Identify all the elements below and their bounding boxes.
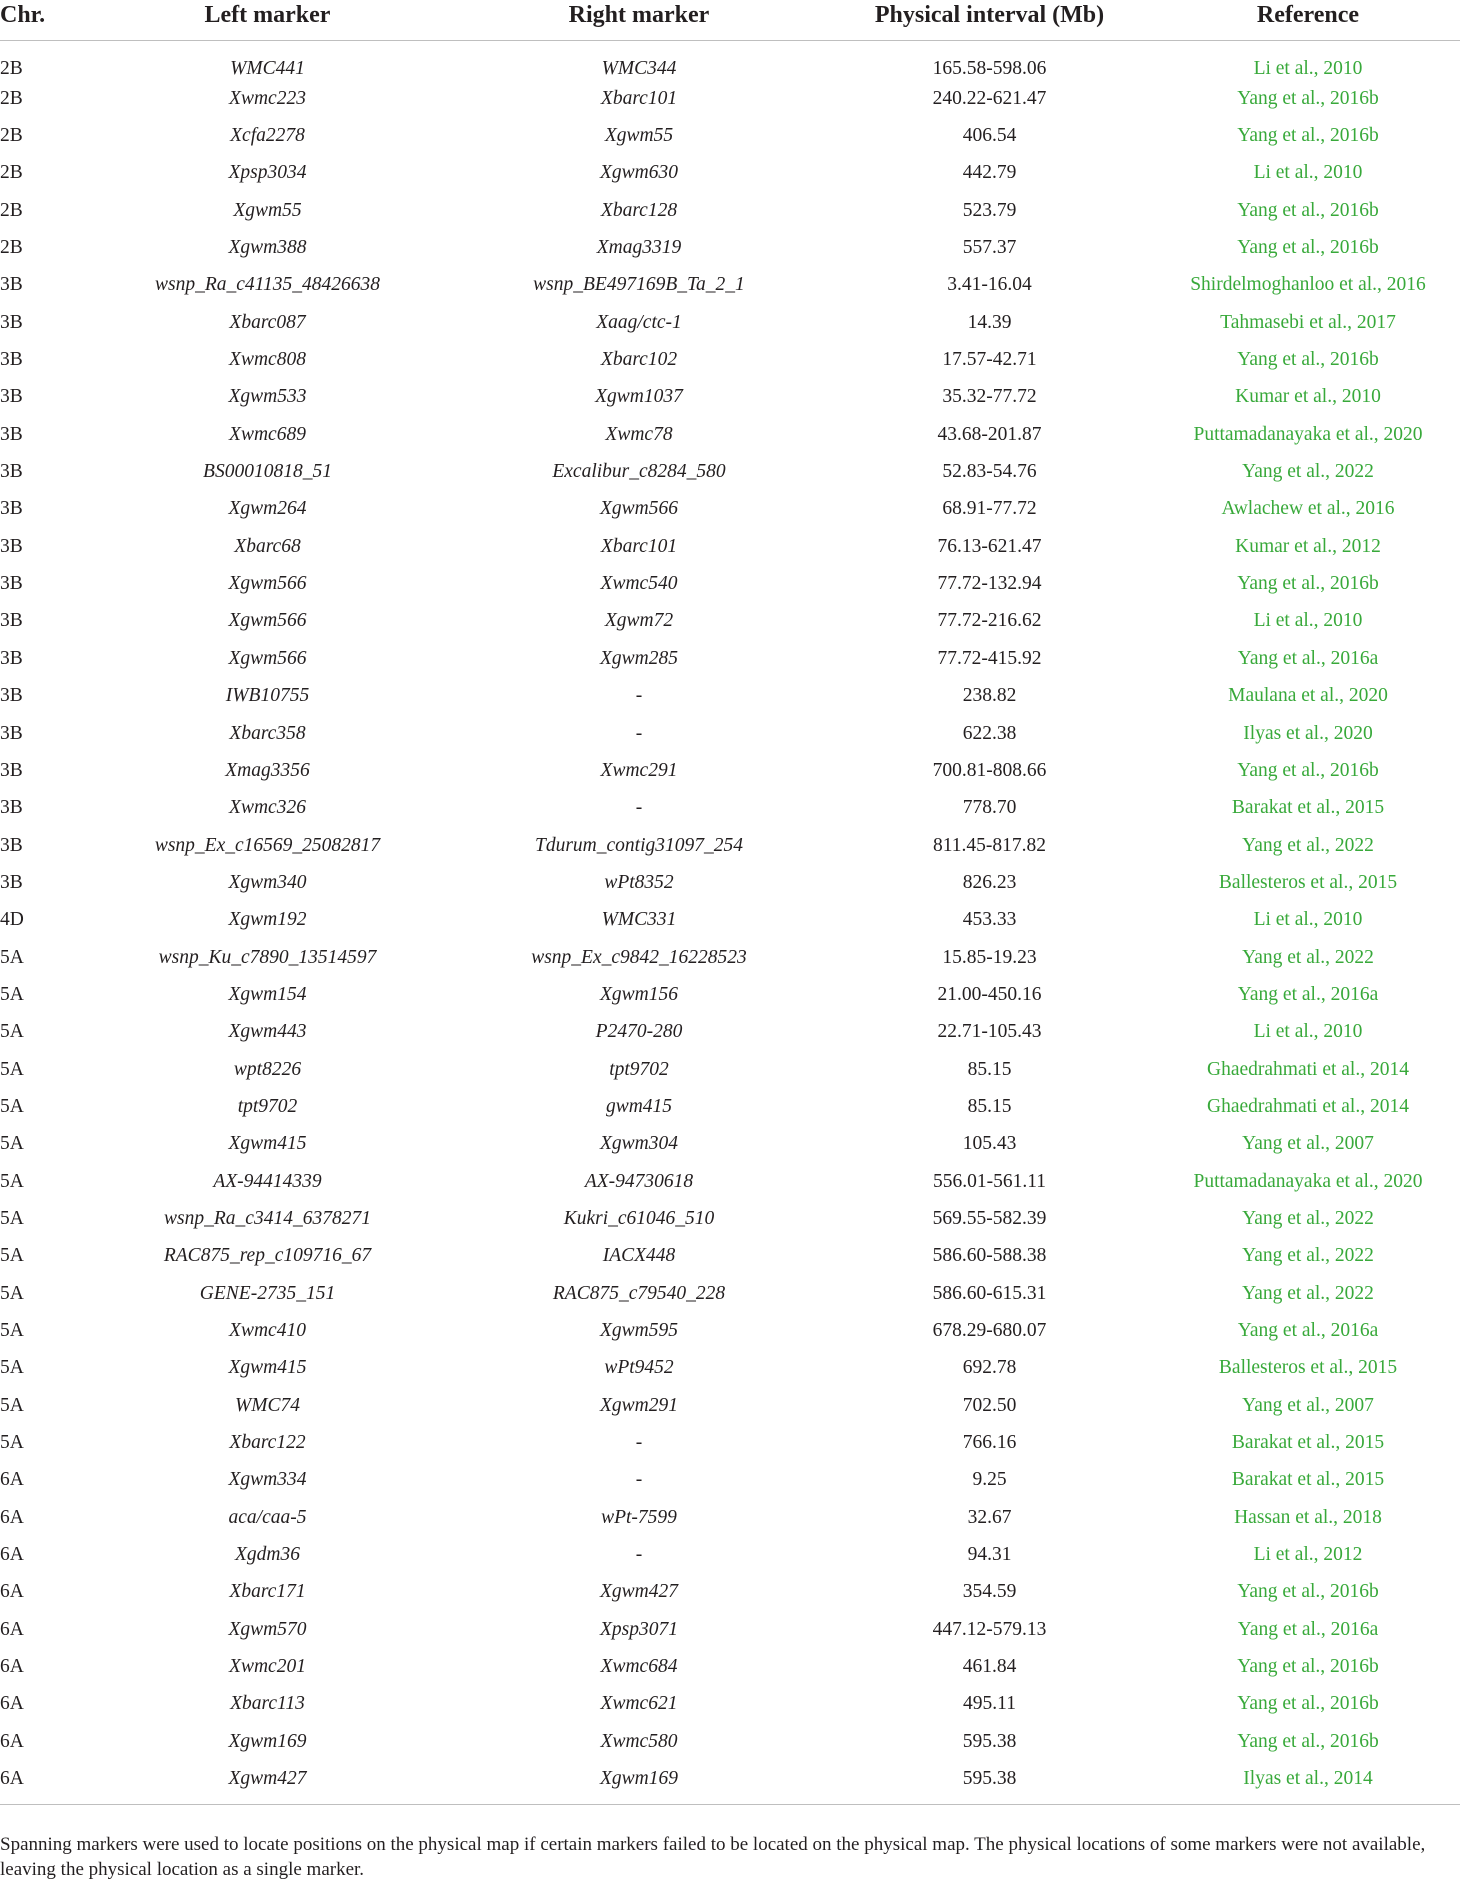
cell-physical-interval: 15.85-19.23 xyxy=(942,946,1037,968)
cell-physical-interval: 94.31 xyxy=(967,1544,1012,1566)
cell-left-marker: Xpsp3034 xyxy=(228,162,307,184)
cell-left-marker: Xgwm566 xyxy=(228,647,307,669)
cell-physical-interval: 678.29-680.07 xyxy=(932,1320,1047,1342)
cell-physical-interval: 453.33 xyxy=(962,909,1017,931)
cell-reference-link[interactable]: Yang et al., 2016a xyxy=(1237,983,1379,1005)
table-row xyxy=(0,1611,1460,1648)
cell-left-marker: Xgwm340 xyxy=(228,871,307,893)
cell-right-marker: Xwmc621 xyxy=(600,1693,678,1715)
cell-reference-link[interactable]: Kumar et al., 2010 xyxy=(1235,386,1381,408)
cell-left-marker: Xgwm55 xyxy=(233,199,302,221)
cell-chromosome: 5A xyxy=(0,1245,24,1267)
cell-chromosome: 2B xyxy=(0,58,23,79)
cell-right-marker: Xaag/ctc-1 xyxy=(596,311,682,333)
cell-right-marker: Xgwm427 xyxy=(600,1581,678,1603)
cell-chromosome: 3B xyxy=(0,311,23,333)
cell-chromosome: 3B xyxy=(0,349,23,371)
cell-physical-interval: 569.55-582.39 xyxy=(932,1207,1047,1229)
cell-right-marker: P2470-280 xyxy=(595,1021,683,1043)
cell-reference-link[interactable]: Yang et al., 2016b xyxy=(1237,1581,1379,1603)
cell-right-marker: - xyxy=(635,797,643,819)
cell-chromosome: 3B xyxy=(0,386,23,408)
cell-reference-link[interactable]: Yang et al., 2016b xyxy=(1237,1730,1379,1752)
cell-right-marker: wPt8352 xyxy=(604,871,674,893)
cell-chromosome: 3B xyxy=(0,423,23,445)
cell-chromosome: 3B xyxy=(0,834,23,856)
table-row xyxy=(0,416,1460,453)
table-row xyxy=(0,1424,1460,1461)
cell-reference-link[interactable]: Ilyas et al., 2020 xyxy=(1243,722,1373,744)
cell-reference-link[interactable]: Maulana et al., 2020 xyxy=(1228,685,1388,707)
cell-right-marker: Xwmc291 xyxy=(600,759,678,781)
cell-right-marker: Xgwm169 xyxy=(455,1760,823,1804)
cell-left-marker: Xgwm427 xyxy=(80,1760,455,1804)
cell-reference-link[interactable]: Shirdelmoghanloo et al., 2016 xyxy=(1190,274,1426,296)
table-row xyxy=(0,1312,1460,1349)
cell-chromosome: 2B xyxy=(0,125,23,147)
cell-physical-interval: 17.57-42.71 xyxy=(942,349,1037,371)
cell-physical-interval: 165.58-598.06 xyxy=(932,58,1047,79)
header-right-marker: Right marker xyxy=(455,0,823,41)
cell-right-marker: Xgwm630 xyxy=(600,162,678,184)
cell-right-marker: Xmag3319 xyxy=(596,237,682,259)
cell-physical-interval: 495.11 xyxy=(963,1693,1016,1715)
cell-physical-interval: 826.23 xyxy=(962,871,1017,893)
cell-right-marker: Xwmc580 xyxy=(600,1730,678,1752)
table-row xyxy=(0,155,1460,192)
cell-reference-link[interactable]: Tahmasebi et al., 2017 xyxy=(1220,311,1396,333)
cell-left-marker: Xwmc326 xyxy=(229,797,306,819)
table-row xyxy=(0,379,1460,416)
cell-left-marker: Xwmc223 xyxy=(229,87,306,109)
cell-physical-interval: 85.15 xyxy=(967,1095,1012,1117)
cell-left-marker: WMC74 xyxy=(235,1394,300,1416)
cell-left-marker: Xgwm443 xyxy=(228,1021,307,1043)
cell-chromosome: 5A xyxy=(0,1058,24,1080)
cell-chromosome: 5A xyxy=(0,1432,24,1454)
cell-right-marker: Xgwm566 xyxy=(600,498,678,520)
table-row xyxy=(0,341,1460,378)
cell-chromosome: 6A xyxy=(0,1469,24,1491)
cell-right-marker: Xbarc102 xyxy=(600,349,678,371)
cell-chromosome: 5A xyxy=(0,1133,24,1155)
cell-physical-interval: 586.60-588.38 xyxy=(932,1245,1047,1267)
cell-right-marker: Excalibur_c8284_580 xyxy=(552,461,726,483)
cell-chromosome: 5A xyxy=(0,1021,24,1043)
table-row xyxy=(0,678,1460,715)
table-row xyxy=(0,1723,1460,1760)
cell-left-marker: Xgwm192 xyxy=(228,909,307,931)
cell-physical-interval: 523.79 xyxy=(962,199,1017,221)
cell-left-marker: Xbarc113 xyxy=(230,1693,305,1715)
cell-left-marker: Xgwm415 xyxy=(228,1357,307,1379)
cell-physical-interval: 354.59 xyxy=(962,1581,1017,1603)
cell-reference-link[interactable]: Yang et al., 2016b xyxy=(1237,87,1379,109)
cell-left-marker: Xcfa2278 xyxy=(230,125,305,147)
cell-chromosome: 5A xyxy=(0,1282,24,1304)
cell-left-marker: Xbarc122 xyxy=(229,1432,306,1454)
cell-left-marker: wsnp_Ku_c7890_13514597 xyxy=(158,946,377,968)
cell-reference-link[interactable]: Ilyas et al., 2014 xyxy=(1156,1760,1460,1804)
cell-chromosome: 3B xyxy=(0,797,23,819)
cell-physical-interval: 692.78 xyxy=(962,1357,1017,1379)
cell-chromosome: 6A xyxy=(0,1618,24,1640)
header-reference: Reference xyxy=(1156,0,1460,41)
cell-chromosome: 6A xyxy=(0,1581,24,1603)
table-row xyxy=(0,1536,1460,1573)
cell-reference-link[interactable]: Yang et al., 2016b xyxy=(1237,125,1379,147)
cell-reference-link[interactable]: Yang et al., 2022 xyxy=(1242,1245,1374,1267)
cell-right-marker: Xpsp3071 xyxy=(600,1618,678,1640)
cell-reference-link[interactable]: Kumar et al., 2012 xyxy=(1235,535,1381,557)
cell-left-marker: BS00010818_51 xyxy=(203,461,332,483)
cell-reference-link[interactable]: Yang et al., 2022 xyxy=(1242,1207,1374,1229)
cell-chromosome: 3B xyxy=(0,685,23,707)
cell-reference-link[interactable]: Li et al., 2010 xyxy=(1253,1021,1363,1043)
table-row xyxy=(0,827,1460,864)
table-row xyxy=(0,1051,1460,1088)
table-row xyxy=(0,1088,1460,1125)
cell-chromosome: 2B xyxy=(0,87,23,109)
cell-left-marker: Xwmc410 xyxy=(229,1320,306,1342)
cell-reference-link[interactable]: Barakat et al., 2015 xyxy=(1231,797,1385,819)
cell-reference-link[interactable]: Ghaedrahmati et al., 2014 xyxy=(1207,1095,1409,1117)
cell-physical-interval: 240.22-621.47 xyxy=(932,87,1047,109)
cell-right-marker: - xyxy=(635,1544,643,1566)
table-row xyxy=(0,267,1460,304)
cell-physical-interval: 105.43 xyxy=(962,1133,1017,1155)
cell-reference-link[interactable]: Awlachew et al., 2016 xyxy=(1221,498,1395,520)
cell-reference-link[interactable]: Puttamadanayaka et al., 2020 xyxy=(1193,423,1423,445)
cell-physical-interval: 766.16 xyxy=(962,1432,1017,1454)
cell-physical-interval: 85.15 xyxy=(967,1058,1012,1080)
cell-reference-link[interactable]: Yang et al., 2016b xyxy=(1237,349,1379,371)
cell-right-marker: Xgwm55 xyxy=(604,125,674,147)
cell-physical-interval: 586.60-615.31 xyxy=(932,1282,1047,1304)
cell-left-marker: WMC441 xyxy=(230,58,305,79)
cell-chromosome: 3B xyxy=(0,274,23,296)
cell-chromosome: 5A xyxy=(0,1095,24,1117)
cell-right-marker: Xwmc78 xyxy=(605,423,673,445)
cell-reference-link[interactable]: Ghaedrahmati et al., 2014 xyxy=(1207,1058,1409,1080)
header-chr: Chr. xyxy=(0,0,80,41)
table-row xyxy=(0,528,1460,565)
cell-reference-link[interactable]: Yang et al., 2007 xyxy=(1242,1133,1374,1155)
cell-physical-interval: 811.45-817.82 xyxy=(932,834,1047,856)
cell-physical-interval: 595.38 xyxy=(823,1760,1156,1804)
cell-physical-interval: 52.83-54.76 xyxy=(942,461,1037,483)
cell-left-marker: Xgwm169 xyxy=(228,1730,307,1752)
cell-right-marker: - xyxy=(635,1432,643,1454)
cell-chromosome: 3B xyxy=(0,498,23,520)
cell-left-marker: Xgwm533 xyxy=(228,386,307,408)
cell-physical-interval: 77.72-132.94 xyxy=(937,573,1042,595)
cell-physical-interval: 77.72-216.62 xyxy=(937,610,1042,632)
cell-reference-link[interactable]: Yang et al., 2022 xyxy=(1242,946,1374,968)
cell-right-marker: Xgwm304 xyxy=(600,1133,678,1155)
table-row xyxy=(0,565,1460,602)
cell-left-marker: wsnp_Ex_c16569_25082817 xyxy=(154,834,381,856)
table-row xyxy=(0,1648,1460,1685)
cell-left-marker: Xbarc358 xyxy=(229,722,306,744)
cell-chromosome: 3B xyxy=(0,535,23,557)
cell-reference-link[interactable]: Yang et al., 2016a xyxy=(1237,1320,1379,1342)
table-row xyxy=(0,453,1460,490)
cell-reference-link[interactable]: Barakat et al., 2015 xyxy=(1231,1432,1385,1454)
cell-physical-interval: 76.13-621.47 xyxy=(937,535,1042,557)
cell-physical-interval: 700.81-808.66 xyxy=(932,759,1047,781)
cell-chromosome: 5A xyxy=(0,983,24,1005)
cell-right-marker: Xwmc540 xyxy=(600,573,678,595)
cell-right-marker: wPt9452 xyxy=(604,1357,674,1379)
cell-right-marker: wsnp_Ex_c9842_16228523 xyxy=(531,946,747,968)
cell-right-marker: Xbarc101 xyxy=(600,535,678,557)
cell-chromosome: 5A xyxy=(0,1357,24,1379)
table-row xyxy=(0,1499,1460,1536)
cell-physical-interval: 9.25 xyxy=(972,1469,1007,1491)
cell-left-marker: wpt8226 xyxy=(233,1058,302,1080)
cell-right-marker: Xgwm1037 xyxy=(595,386,683,408)
table-row xyxy=(0,1574,1460,1611)
cell-left-marker: Xgwm334 xyxy=(228,1469,307,1491)
cell-left-marker: Xgwm388 xyxy=(228,237,307,259)
cell-physical-interval: 14.39 xyxy=(967,311,1012,333)
cell-physical-interval: 22.71-105.43 xyxy=(937,1021,1042,1043)
table-row xyxy=(0,304,1460,341)
cell-reference-link[interactable]: Yang et al., 2016a xyxy=(1237,647,1379,669)
table-body xyxy=(0,41,1460,1805)
cell-right-marker: Xbarc101 xyxy=(600,87,678,109)
cell-chromosome: 3B xyxy=(0,461,23,483)
cell-physical-interval: 77.72-415.92 xyxy=(937,647,1042,669)
table-row xyxy=(0,491,1460,528)
cell-physical-interval: 406.54 xyxy=(962,125,1017,147)
table-row xyxy=(0,640,1460,677)
cell-left-marker: Xbarc087 xyxy=(229,311,306,333)
cell-chromosome: 5A xyxy=(0,1207,24,1229)
cell-right-marker: - xyxy=(635,722,643,744)
cell-left-marker: Xbarc68 xyxy=(234,535,301,557)
cell-left-marker: RAC875_rep_c109716_67 xyxy=(163,1245,372,1267)
cell-reference-link[interactable]: Barakat et al., 2015 xyxy=(1231,1469,1385,1491)
cell-right-marker: Kukri_c61046_510 xyxy=(563,1207,715,1229)
table-row xyxy=(0,192,1460,229)
cell-physical-interval: 43.68-201.87 xyxy=(937,423,1042,445)
cell-reference-link[interactable]: Yang et al., 2016b xyxy=(1237,1693,1379,1715)
cell-left-marker: GENE-2735_151 xyxy=(199,1282,336,1304)
cell-physical-interval: 557.37 xyxy=(962,237,1017,259)
table-row xyxy=(0,1238,1460,1275)
cell-physical-interval: 702.50 xyxy=(962,1394,1017,1416)
cell-physical-interval: 556.01-561.11 xyxy=(932,1170,1047,1192)
cell-chromosome: 2B xyxy=(0,199,23,221)
cell-physical-interval: 778.70 xyxy=(962,797,1017,819)
cell-right-marker: Xgwm285 xyxy=(600,647,678,669)
cell-reference-link[interactable]: Yang et al., 2022 xyxy=(1242,461,1374,483)
cell-chromosome: 5A xyxy=(0,1170,24,1192)
table-header xyxy=(0,0,1460,41)
cell-physical-interval: 21.00-450.16 xyxy=(937,983,1042,1005)
cell-chromosome: 5A xyxy=(0,1394,24,1416)
table-row xyxy=(0,902,1460,939)
table-row xyxy=(0,1462,1460,1499)
cell-right-marker: tpt9702 xyxy=(609,1058,669,1080)
cell-right-marker: Xgwm72 xyxy=(604,610,674,632)
cell-reference-link[interactable]: Hassan et al., 2018 xyxy=(1234,1506,1382,1528)
table-row xyxy=(0,1014,1460,1051)
table-row xyxy=(0,864,1460,901)
cell-right-marker: AX-94730618 xyxy=(584,1170,694,1192)
cell-chromosome: 6A xyxy=(0,1656,24,1678)
cell-right-marker: WMC331 xyxy=(601,909,677,931)
cell-reference-link[interactable]: Yang et al., 2016a xyxy=(1237,1618,1379,1640)
cell-chromosome: 3B xyxy=(0,610,23,632)
cell-left-marker: Xbarc171 xyxy=(229,1581,306,1603)
table-footnote: Spanning markers were used to locate positions on the physical map if certain markers failed to be located on the physical map. The physical locations of some markers were not available, leaving the physical location as a single marker. xyxy=(0,1834,1426,1880)
cell-right-marker: RAC875_c79540_228 xyxy=(552,1282,726,1304)
cell-left-marker: Xmag3356 xyxy=(225,759,310,781)
cell-reference-link[interactable]: Yang et al., 2007 xyxy=(1242,1394,1374,1416)
cell-physical-interval: 35.32-77.72 xyxy=(942,386,1037,408)
cell-reference-link[interactable]: Yang et al., 2022 xyxy=(1242,1282,1374,1304)
table-row xyxy=(0,752,1460,789)
cell-right-marker: Xbarc128 xyxy=(600,199,678,221)
cell-reference-link[interactable]: Li et al., 2010 xyxy=(1253,610,1363,632)
cell-chromosome: 6A xyxy=(0,1760,80,1804)
cell-left-marker: Xwmc808 xyxy=(229,349,306,371)
cell-chromosome: 5A xyxy=(0,1320,24,1342)
table-row xyxy=(0,1350,1460,1387)
cell-right-marker: wPt-7599 xyxy=(601,1506,677,1528)
cell-left-marker: Xgdm36 xyxy=(235,1544,300,1566)
table-row xyxy=(0,790,1460,827)
table-row xyxy=(0,1686,1460,1723)
cell-reference-link[interactable]: Li et al., 2012 xyxy=(1253,1544,1363,1566)
table-row xyxy=(0,117,1460,154)
cell-right-marker: IACX448 xyxy=(602,1245,676,1267)
cell-right-marker: Xgwm291 xyxy=(600,1394,678,1416)
cell-right-marker: WMC344 xyxy=(601,58,677,79)
table-row xyxy=(0,1760,1460,1804)
cell-right-marker: gwm415 xyxy=(605,1095,673,1117)
cell-chromosome: 5A xyxy=(0,946,24,968)
cell-right-marker: wsnp_BE497169B_Ta_2_1 xyxy=(533,274,745,296)
cell-left-marker: Xgwm154 xyxy=(228,983,307,1005)
table-row xyxy=(0,1200,1460,1237)
header-physical-interval: Physical interval (Mb) xyxy=(823,0,1156,41)
cell-left-marker: tpt9702 xyxy=(237,1095,298,1117)
cell-chromosome: 3B xyxy=(0,759,23,781)
table-row xyxy=(0,1126,1460,1163)
table-row xyxy=(0,976,1460,1013)
cell-physical-interval: 442.79 xyxy=(962,162,1017,184)
table-row xyxy=(0,939,1460,976)
cell-reference-link[interactable]: Ballesteros et al., 2015 xyxy=(1218,1357,1398,1379)
cell-right-marker: Tdurum_contig31097_254 xyxy=(534,834,743,856)
cell-left-marker: aca/caa-5 xyxy=(228,1506,307,1528)
cell-reference-link[interactable]: Yang et al., 2016b xyxy=(1237,237,1379,259)
cell-chromosome: 4D xyxy=(0,909,24,931)
cell-reference-link[interactable]: Puttamadanayaka et al., 2020 xyxy=(1193,1170,1423,1192)
cell-right-marker: - xyxy=(635,685,643,707)
cell-left-marker: Xgwm264 xyxy=(228,498,307,520)
cell-right-marker: Xgwm156 xyxy=(600,983,678,1005)
cell-chromosome: 6A xyxy=(0,1730,24,1752)
cell-reference-link[interactable]: Yang et al., 2016b xyxy=(1237,1656,1379,1678)
cell-reference-link[interactable]: Yang et al., 2016b xyxy=(1237,199,1379,221)
cell-chromosome: 2B xyxy=(0,237,23,259)
cell-right-marker: Xgwm595 xyxy=(600,1320,678,1342)
cell-left-marker: IWB10755 xyxy=(225,685,310,707)
cell-chromosome: 6A xyxy=(0,1693,24,1715)
cell-reference-link[interactable]: Li et al., 2010 xyxy=(1253,162,1363,184)
cell-physical-interval: 595.38 xyxy=(962,1730,1017,1752)
cell-left-marker: Xgwm415 xyxy=(228,1133,307,1155)
cell-left-marker: Xwmc201 xyxy=(229,1656,306,1678)
cell-physical-interval: 32.67 xyxy=(967,1506,1012,1528)
cell-physical-interval: 447.12-579.13 xyxy=(932,1618,1047,1640)
cell-left-marker: Xwmc689 xyxy=(229,423,306,445)
cell-left-marker: wsnp_Ra_c3414_6378271 xyxy=(164,1207,371,1229)
cell-chromosome: 6A xyxy=(0,1544,24,1566)
cell-left-marker: AX-94414339 xyxy=(213,1170,322,1192)
table-row xyxy=(0,1275,1460,1312)
cell-physical-interval: 3.41-16.04 xyxy=(947,274,1032,296)
cell-reference-link[interactable]: Li et al., 2010 xyxy=(1253,58,1363,79)
cell-chromosome: 6A xyxy=(0,1506,24,1528)
cell-reference-link[interactable]: Ballesteros et al., 2015 xyxy=(1218,871,1398,893)
table-row xyxy=(0,715,1460,752)
cell-right-marker: Xwmc684 xyxy=(600,1656,678,1678)
header-left-marker: Left marker xyxy=(80,0,455,41)
cell-reference-link[interactable]: Yang et al., 2016b xyxy=(1237,759,1379,781)
cell-chromosome: 2B xyxy=(0,162,23,184)
cell-left-marker: Xgwm566 xyxy=(228,610,307,632)
cell-left-marker: Xgwm566 xyxy=(228,573,307,595)
table-row xyxy=(0,229,1460,266)
cell-chromosome: 3B xyxy=(0,871,23,893)
table-row xyxy=(0,1163,1460,1200)
cell-left-marker: Xgwm570 xyxy=(228,1618,307,1640)
cell-left-marker: wsnp_Ra_c41135_48426638 xyxy=(155,274,380,296)
cell-chromosome: 3B xyxy=(0,573,23,595)
cell-physical-interval: 461.84 xyxy=(962,1656,1017,1678)
cell-physical-interval: 622.38 xyxy=(962,722,1017,744)
cell-chromosome: 3B xyxy=(0,722,23,744)
cell-reference-link[interactable]: Li et al., 2010 xyxy=(1253,909,1363,931)
table-row xyxy=(0,80,1460,117)
cell-physical-interval: 68.91-77.72 xyxy=(942,498,1037,520)
table-row xyxy=(0,1387,1460,1424)
table-row xyxy=(0,603,1460,640)
cell-reference-link[interactable]: Yang et al., 2016b xyxy=(1237,573,1379,595)
table-row xyxy=(0,41,1460,81)
cell-chromosome: 3B xyxy=(0,647,23,669)
cell-physical-interval: 238.82 xyxy=(962,685,1017,707)
cell-right-marker: - xyxy=(635,1469,643,1491)
cell-reference-link[interactable]: Yang et al., 2022 xyxy=(1242,834,1374,856)
